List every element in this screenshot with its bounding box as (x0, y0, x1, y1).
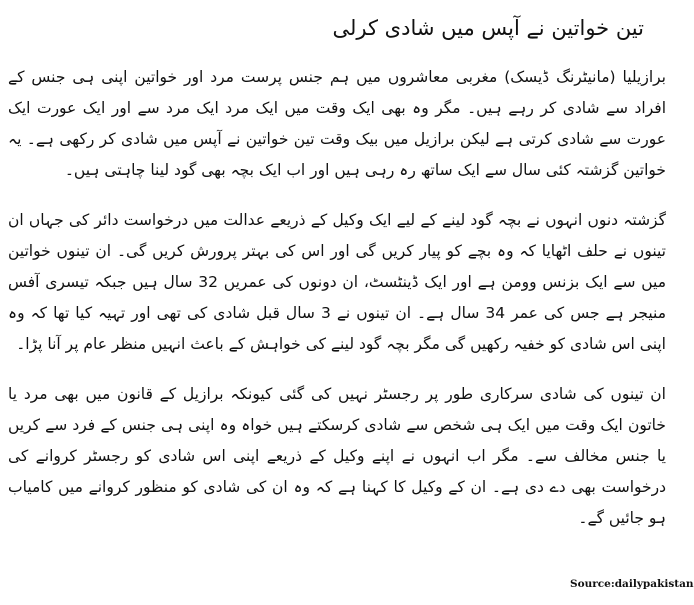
article-headline: تین خواتین نے آپس میں شادی کرلی (332, 16, 644, 40)
article-paragraph-1: برازیلیا (مانیٹرنگ ڈیسک) مغربی معاشروں میں ہم جنس پرست مرد اور خواتین اپنی ہی جنس کے افراد سے شادی کر رہے ہیں۔ مگر وہ بھی ایک وقت میں ایک مرد ایک مرد سے اور ایک عورت ایک عورت سے شادی کرتی ہے لیکن برازیل میں بیک وقت تین خواتین نے آپس میں شادی کر رکھی ہے۔ یہ خواتین گزشتہ کئی سال سے ایک ساتھ رہ رہی ہیں اور اب ایک بچہ بھی گود لینا چاہتی ہیں۔ (8, 68, 666, 179)
news-article (8, 6, 666, 553)
source-credit: Source:dailypakistan (570, 578, 694, 590)
article-paragraph-3: ان تینوں کی شادی سرکاری طور پر رجسٹر نہیں کی گئی کیونکہ برازیل کے قانون میں بھی مرد یا خاتون ایک وقت میں ایک ہی شخص سے شادی کرسکتے ہیں خواہ وہ اپنی ہی جنس کے فرد سے کریں یا جنس مخالف سے۔ مگر اب انہوں نے اپنے وکیل کے ذریعے اپنی اس شادی کو رجسٹر کروانے کی درخواست بھی دے دی ہے۔ ان کے وکیل کا کہنا ہے کہ وہ ان کی شادی کو منظور کروانے میں کامیاب ہو جائیں گے۔ (8, 385, 666, 527)
article-paragraph-2: گزشتہ دنوں انہوں نے بچہ گود لینے کے لیے ایک وکیل کے ذریعے عدالت میں درخواست دائر کی جہاں ان تینوں نے حلف اٹھایا کہ وہ بچے کو پیار کریں گی اور اس کی بہتر پرورش کریں گی۔ ان تینوں خواتین میں سے ایک بزنس وومن ہے اور ایک ڈینٹسٹ، ان دونوں کی عمریں 32 سال ہیں جبکہ تیسری آفس منیجر ہے جس کی عمر 34 سال ہے۔ ان تینوں نے 3 سال قبل شادی کی تھی اور تہیہ کیا تھا کہ وہ اپنی اس شادی کو خفیہ رکھیں گی مگر بچہ گود لینے کی خواہش کے باعث انہیں منظر عام پر آنا پڑا۔ (8, 211, 666, 353)
